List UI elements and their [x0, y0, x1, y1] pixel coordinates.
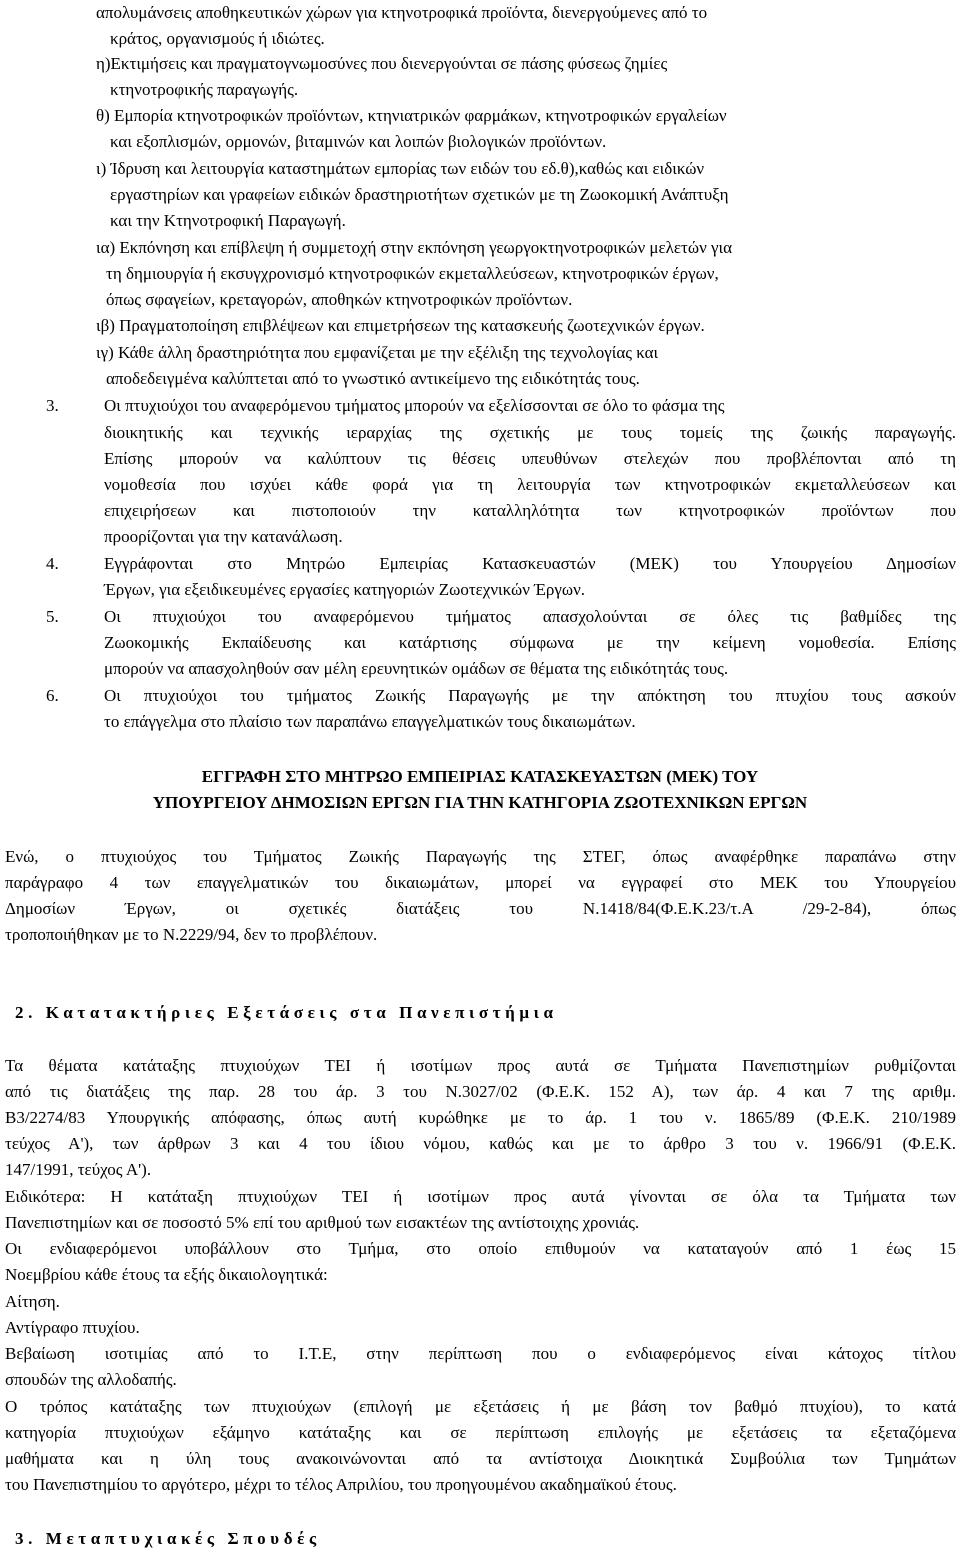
item-ia-line: ια) Εκπόνηση και επίβλεψη ή συμμετοχή στην εκπόνηση γεωργοκτηνοτροφικών μελετών για: [96, 238, 733, 257]
paragraph-line: μπορούν να απασχοληθούν σαν μέλη ερευνητικών ομάδων σε θέματα της ειδικότητάς τους.: [104, 659, 729, 678]
paragraph-line: το επάγγελμα στο πλαίσιο των παραπάνω επαγγελματικών τους δικαιωμάτων.: [104, 712, 636, 731]
item-iota-line: και την Κτηνοτροφική Παραγωγή.: [110, 211, 346, 230]
section-2-paragraph-line: μαθήματα και η ύλη τους ανακοινώνονται από τα αντίστοιχα Διοικητικά Συμβούλια των Τμημάτων: [5, 1449, 956, 1468]
section-2-paragraph-line: Οι ενδιαφερόμενοι υποβάλλουν στο Τμήμα, στο οποίο επιθυμούν να καταταγούν από 1 έως 15: [5, 1239, 956, 1258]
section-2-paragraph-line: Νοεμβρίου κάθε έτους τα εξής δικαιολογητικά:: [5, 1265, 328, 1284]
section-2-paragraph-line: Ειδικότερα: Η κατάταξη πτυχιούχων ΤΕΙ ή ισοτίμων προς αυτά γίνονται σε όλα τα Τμήματα των: [5, 1187, 956, 1206]
paragraph-line: διοικητικής και τεχνικής ιεραρχίας της σχετικής με τους τομείς της ζωικής παραγωγής.: [104, 423, 956, 442]
section-3-title: 3. Μεταπτυχιακές Σπουδές: [15, 1529, 321, 1548]
section-2-paragraph-line: Ο τρόπος κατάταξης των πτυχιούχων (επιλογή με εξετάσεις ή με βάση τον βαθμό πτυχίου), το κατά: [5, 1397, 956, 1416]
section-2-paragraph-line: Β3/2274/83 Υπουργικής απόφασης, όπως αυτή κυρώθηκε με το άρ. 1 του ν. 1865/89 (Φ.Ε.Κ. 210/1989: [5, 1108, 956, 1127]
required-document: Αίτηση.: [5, 1292, 60, 1311]
section-2-paragraph-line: Πανεπιστημίων και σε ποσοστό 5% επί του αριθμού των εισακτέων της αντίστοιχης χρονιάς.: [5, 1213, 640, 1232]
item-iota-line: εργαστηρίων και γραφείων ειδικών δραστηριοτήτων σχετικών με τη Ζωοκομική Ανάπτυξη: [110, 185, 729, 204]
item-ib-line: ιβ) Πραγματοποίηση επιβλέψεων και επιμετρήσεων της κατασκευής ζωοτεχνικών έργων.: [96, 316, 705, 335]
paragraph-number: 4.: [46, 554, 59, 573]
mek-paragraph-line: Ενώ, ο πτυχιούχος του Τμήματος Ζωικής Παραγωγής της ΣΤΕΓ, όπως αναφέρθηκε παραπάνω στην: [5, 847, 956, 866]
section-2-paragraph-line: τεύχος Α'), των άρθρων 3 και 4 του ίδιου νόμου, καθώς και με το άρθρο 3 του ν. 1966/91 (Φ.Ε.Κ.: [5, 1134, 956, 1153]
line-text: Οι πτυχιούχοι του αναφερόμενου τμήματος μπορούν να εξελίσσονται σε όλο το φάσμα της: [104, 396, 725, 415]
paragraph-line: Έργων, για εξειδικευμένες εργασίες κατηγοριών Ζωοτεχνικών Έργων.: [104, 580, 586, 599]
required-document: Αντίγραφο πτυχίου.: [5, 1318, 140, 1337]
mek-heading: ΥΠΟΥΡΓΕΙΟΥ ΔΗΜΟΣΙΩΝ ΕΡΓΩΝ ΓΙΑ ΤΗΝ ΚΑΤΗΓΟΡΙΑ ΖΩΟΤΕΧΝΙΚΩΝ ΕΡΓΩΝ: [152, 793, 808, 812]
paragraph-number: 5.: [46, 607, 59, 626]
mek-heading: ΕΓΓΡΑΦΗ ΣΤΟ ΜΗΤΡΩΟ ΕΜΠΕΙΡΙΑΣ ΚΑΤΑΣΚΕΥΑΣΤΩΝ (ΜΕΚ) ΤΟΥ: [201, 767, 759, 786]
section-2-paragraph-line: κατηγορία πτυχιούχων εξάμηνο κατάταξης και σε περίπτωση επιλογής με εξετάσεις τα εξεταζόμενα: [5, 1423, 956, 1442]
paragraph-line: Ζωοκομικής Εκπαίδευσης και κατάρτισης σύμφωνα με την κείμενη νομοθεσία. Επίσης: [104, 633, 956, 652]
paragraph-line: προορίζονται για την κατανάλωση.: [104, 527, 343, 546]
section-2-paragraph-line: από τις διατάξεις της παρ. 28 του άρ. 3 του Ν.3027/02 (Φ.Ε.Κ. 152 Α), των άρ. 4 και 7 της αριθμ.: [5, 1082, 956, 1101]
paragraph-line: Εγγράφονται στο Μητρώο Εμπειρίας Κατασκευαστών (ΜΕΚ) του Υπουργείου Δημοσίων: [104, 554, 956, 573]
paragraph-line: [104, 394, 956, 418]
item-eta-line: η)Εκτιμήσεις και πραγματογνωμοσύνες που διενεργούνται σε πάσης φύσεως ζημίες: [96, 54, 668, 73]
required-document: Βεβαίωση ισοτιμίας από το Ι.Τ.Ε, στην περίπτωση που ο ενδιαφερόμενος είναι κάτοχος τίτλου: [5, 1344, 956, 1363]
item-iota-line: ι) Ίδρυση και λειτουργία καταστημάτων εμπορίας των ειδών του εδ.θ),καθώς και ειδικών: [96, 159, 705, 178]
paragraph-number: 6.: [46, 686, 59, 705]
paragraph-line: Επίσης μπορούν να καλύπτουν τις θέσεις υπευθύνων στελεχών που προβλέπονται από τη: [104, 449, 956, 468]
item-theta-line: και εξοπλισμών, ορμονών, βιταμινών και λοιπών βιολογικών προϊόντων.: [110, 132, 607, 151]
required-document: σπουδών της αλλοδαπής.: [5, 1370, 177, 1389]
mek-paragraph-line: παράγραφο 4 των επαγγελματικών του δικαιωμάτων, μπορεί να εγγραφεί στο ΜΕΚ του Υπουργείου: [5, 873, 956, 892]
mek-paragraph-line: Δημοσίων Έργων, οι σχετικές διατάξεις του Ν.1418/84(Φ.Ε.Κ.23/τ.Α /29-2-84), όπως: [5, 899, 956, 918]
intro-line: απολυμάνσεις αποθηκευτικών χώρων για κτηνοτροφικά προϊόντα, διενεργούμενες από το: [96, 3, 708, 22]
paragraph-line: Οι πτυχιούχοι του τμήματος Ζωικής Παραγωγής με την απόκτηση του πτυχίου τους ασκούν: [104, 686, 956, 705]
intro-line: κράτος, οργανισμούς ή ιδιώτες.: [110, 29, 325, 48]
paragraph-line: Οι πτυχιούχοι του αναφερόμενου τμήματος απασχολούνται σε όλες τις βαθμίδες της: [104, 607, 956, 626]
paragraph-line: επιχειρήσεων και πιστοποιούν την καταλληλότητα των κτηνοτροφικών προϊόντων που: [104, 501, 956, 520]
paragraph-line: νομοθεσία που ισχύει κάθε φορά για τη λειτουργία των κτηνοτροφικών εκμεταλλεύσεων και: [104, 475, 956, 494]
item-ig-line: ιγ) Κάθε άλλη δραστηριότητα που εμφανίζεται με την εξέλιξη της τεχνολογίας και: [96, 343, 659, 362]
item-ia-line: τη δημιουργία ή εκσυγχρονισμό κτηνοτροφικών εκμεταλλεύσεων, κτηνοτροφικών έργων,: [106, 264, 719, 283]
section-2-paragraph-line: 147/1991, τεύχος Α').: [5, 1160, 152, 1179]
section-2-paragraph-line: Τα θέματα κατάταξης πτυχιούχων ΤΕΙ ή ισοτίμων προς αυτά σε Τμήματα Πανεπιστημίων ρυθμίζονται: [5, 1056, 956, 1075]
item-eta-line: κτηνοτροφικής παραγωγής.: [110, 80, 299, 99]
item-ia-line: όπως σφαγείων, κρεταγορών, αποθηκών κτηνοτροφικών προϊόντων.: [106, 290, 573, 309]
section-2-title: 2. Κατατακτήριες Εξετάσεις στα Πανεπιστήμια: [15, 1003, 558, 1022]
section-2-paragraph-line: του Πανεπιστημίου το αργότερο, μέχρι το τέλος Απριλίου, του προηγουμένου ακαδημαϊκού έτους.: [5, 1475, 677, 1494]
mek-paragraph-line: τροποποιήθηκαν με το Ν.2229/94, δεν το προβλέπουν.: [5, 925, 378, 944]
item-ig-line: αποδεδειγμένα καλύπτεται από το γνωστικό αντικείμενο της ειδικότητάς τους.: [106, 369, 640, 388]
paragraph-number: 3.: [46, 396, 59, 415]
item-theta-line: θ) Εμπορία κτηνοτροφικών προϊόντων, κτηνιατρικών φαρμάκων, κτηνοτροφικών εργαλείων: [96, 106, 727, 125]
